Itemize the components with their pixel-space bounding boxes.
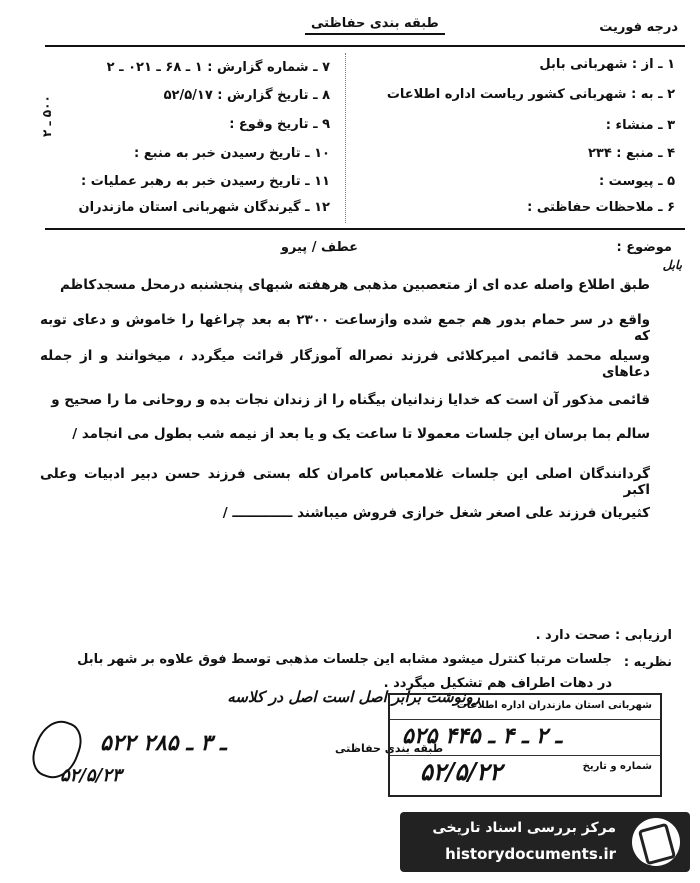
archive-url: historydocuments.ir (445, 845, 616, 863)
top-divider (45, 45, 685, 47)
security-class-header: طبقه بندی حفاظتی (305, 16, 445, 35)
handwritten-note: رونوشت برابر اصل است اصل در کلاسه (227, 688, 480, 706)
field-recipients: ۱۲ ـ گیرندگان شهربانی استان مازندران (78, 200, 330, 215)
registration-stamp (388, 693, 662, 797)
field-occurrence-date: ۹ ـ تاریخ وقوع : (229, 117, 330, 132)
field-news-to-source: ۱۰ ـ تاریخ رسیدن خبر به منبع : (134, 146, 330, 161)
opinion-line-1: جلسات مرتبا کنترل میشود مشابه این جلسات مذهبی توسط فوق علاوه بر شهر بابل (77, 652, 612, 667)
document-icon-inner (638, 823, 676, 866)
field-attachment: ۵ ـ پیوست : (598, 174, 675, 189)
field-report-date: ۸ ـ تاریخ گزارش : ۵۲/۵/۱۷ (163, 88, 330, 103)
urgency-label: درجه فوریت (599, 20, 678, 35)
body-line: طبق اطلاع واصله عده ای از متعصبین مذهبی هرهفته شبهای پنجشنبه درمحل مسجدکاظم (59, 277, 650, 293)
margin-note: بابل (662, 258, 682, 272)
middle-divider (45, 228, 685, 230)
field-origin: ۳ ـ منشاء : (605, 118, 675, 133)
body-line: وسیله محمد قائمی امیرکلائی فرزند نصراله آموزگار قرائت میگردد ، میخوانند و از جمله دعاهای (40, 348, 650, 380)
body-line: گردانندگان اصلی این جلسات غلامعباس کامران کله بستی فرزند حسن دبیر ادبیات وعلی اکبر (40, 466, 650, 498)
stamp-number: ۵۲۵ ـ ۲ ـ ۴ ـ ۴۴۵ (402, 723, 562, 749)
body-line: کثیریان فرزند علی اصغر شغل خرازی فروش میباشند ـــــــــــــ / (222, 505, 650, 521)
handwritten-date: ۵۲/۵/۲۳ (60, 765, 122, 786)
opinion-label: نظریه : (623, 655, 672, 670)
column-divider (345, 53, 347, 223)
archive-name: مرکز بررسی اسناد تاریخی (432, 820, 616, 836)
stamp-date-label: شماره و تاریخ (582, 761, 652, 772)
side-mark: ۵۰۰ ـ ۲ (40, 95, 54, 137)
reference-label: عطف / پیرو (280, 240, 358, 255)
field-from: ۱ ـ از : شهربانی بابل (539, 57, 675, 72)
field-report-number: ۷ ـ شماره گزارش : ۱ ـ ۶۸ ـ ۰۲۱ ـ ۲ (106, 60, 330, 75)
subject-label: موضوع : (616, 240, 672, 255)
evaluation-label: ارزیابی : صحت دارد . (535, 628, 672, 643)
field-to: ۲ ـ به : شهربانی کشور ریاست اداره اطلاعات (386, 87, 675, 102)
stamp-divider (390, 755, 660, 756)
bottom-security-label: طبقه بندی حفاظتی (335, 742, 444, 755)
body-line: سالم بما برسان این جلسات معمولا تا ساعت یک و یا بعد از نیمه شب بطول می انجامد / (72, 426, 650, 442)
field-news-to-leader: ۱۱ ـ تاریخ رسیدن خبر به رهبر عملیات : (81, 174, 330, 189)
opinion-line-2: در دهات اطراف هم تشکیل میگردد . (383, 676, 612, 691)
field-source: ۴ ـ منبع : ۲۳۴ (587, 146, 675, 161)
body-line: قائمی مذکور آن است که خدایا زندانیان بیگناه را از زندان نجات بده و روحانی ما را صحیح و (51, 392, 650, 408)
body-line: واقع در سر حمام بدور هم جمع شده وازساعت ۲۳۰۰ به بعد چراغها را خاموش و دعای توبه که (40, 312, 650, 344)
stamp-divider (390, 719, 660, 720)
document-icon (632, 818, 680, 866)
stamp-title: شهربانی استان مازندران اداره اطلاعات (456, 700, 652, 711)
archive-logo (400, 812, 690, 872)
stamp-date: ۵۲/۵/۲۲ (420, 757, 502, 786)
field-security-notes: ۶ ـ ملاحظات حفاظتی : (527, 200, 675, 215)
handwritten-file-number: ۵۲۲ ـ ۳ ـ ۲۸۵ (100, 730, 227, 756)
